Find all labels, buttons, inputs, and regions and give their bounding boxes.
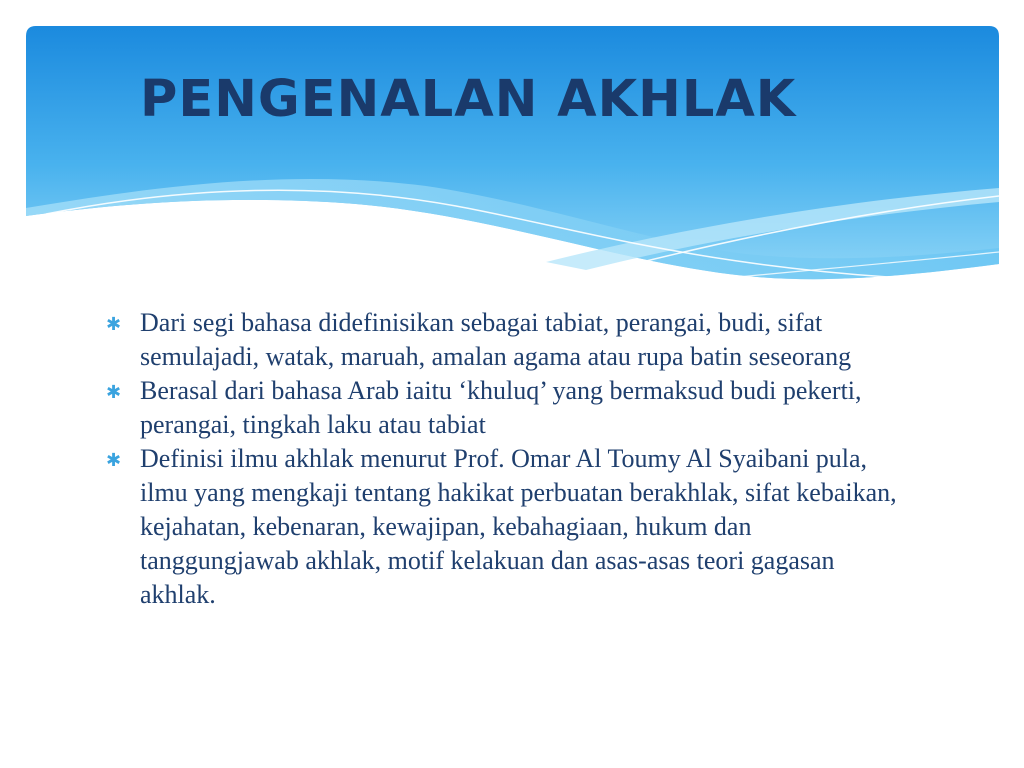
bullet-text: Dari segi bahasa didefinisikan sebagai tabiat, perangai, budi, sifat semulajadi, watak, maruah, amalan agama atau rupa batin seseorang (140, 308, 852, 371)
asterisk-icon: ✱ (106, 314, 122, 335)
bullet-text: Definisi ilmu akhlak menurut Prof. Omar Al Toumy Al Syaibani pula, ilmu yang mengkaji tentang hakikat perbuatan berakhlak, sifat kebaikan, kejahatan, kebenaran, kewajipan, kebahagiaan, hukum dan tanggungjawab akhlak, motif kelakuan dan asas-asas teori gagasan akhlak. (140, 444, 897, 609)
slide-title: PENGENALAN AKHLAK (140, 70, 797, 129)
bullet-item (104, 442, 904, 612)
asterisk-icon: ✱ (106, 450, 122, 471)
wave-graphic (26, 26, 999, 296)
bullet-item (104, 374, 904, 442)
asterisk-icon: ✱ (106, 382, 122, 403)
bullet-item (104, 306, 904, 374)
bullet-list (104, 306, 904, 612)
header-wave-banner (26, 26, 999, 296)
bullet-text: Berasal dari bahasa Arab iaitu ‘khuluq’ yang bermaksud budi pekerti, perangai, tingkah laku atau tabiat (140, 376, 862, 439)
